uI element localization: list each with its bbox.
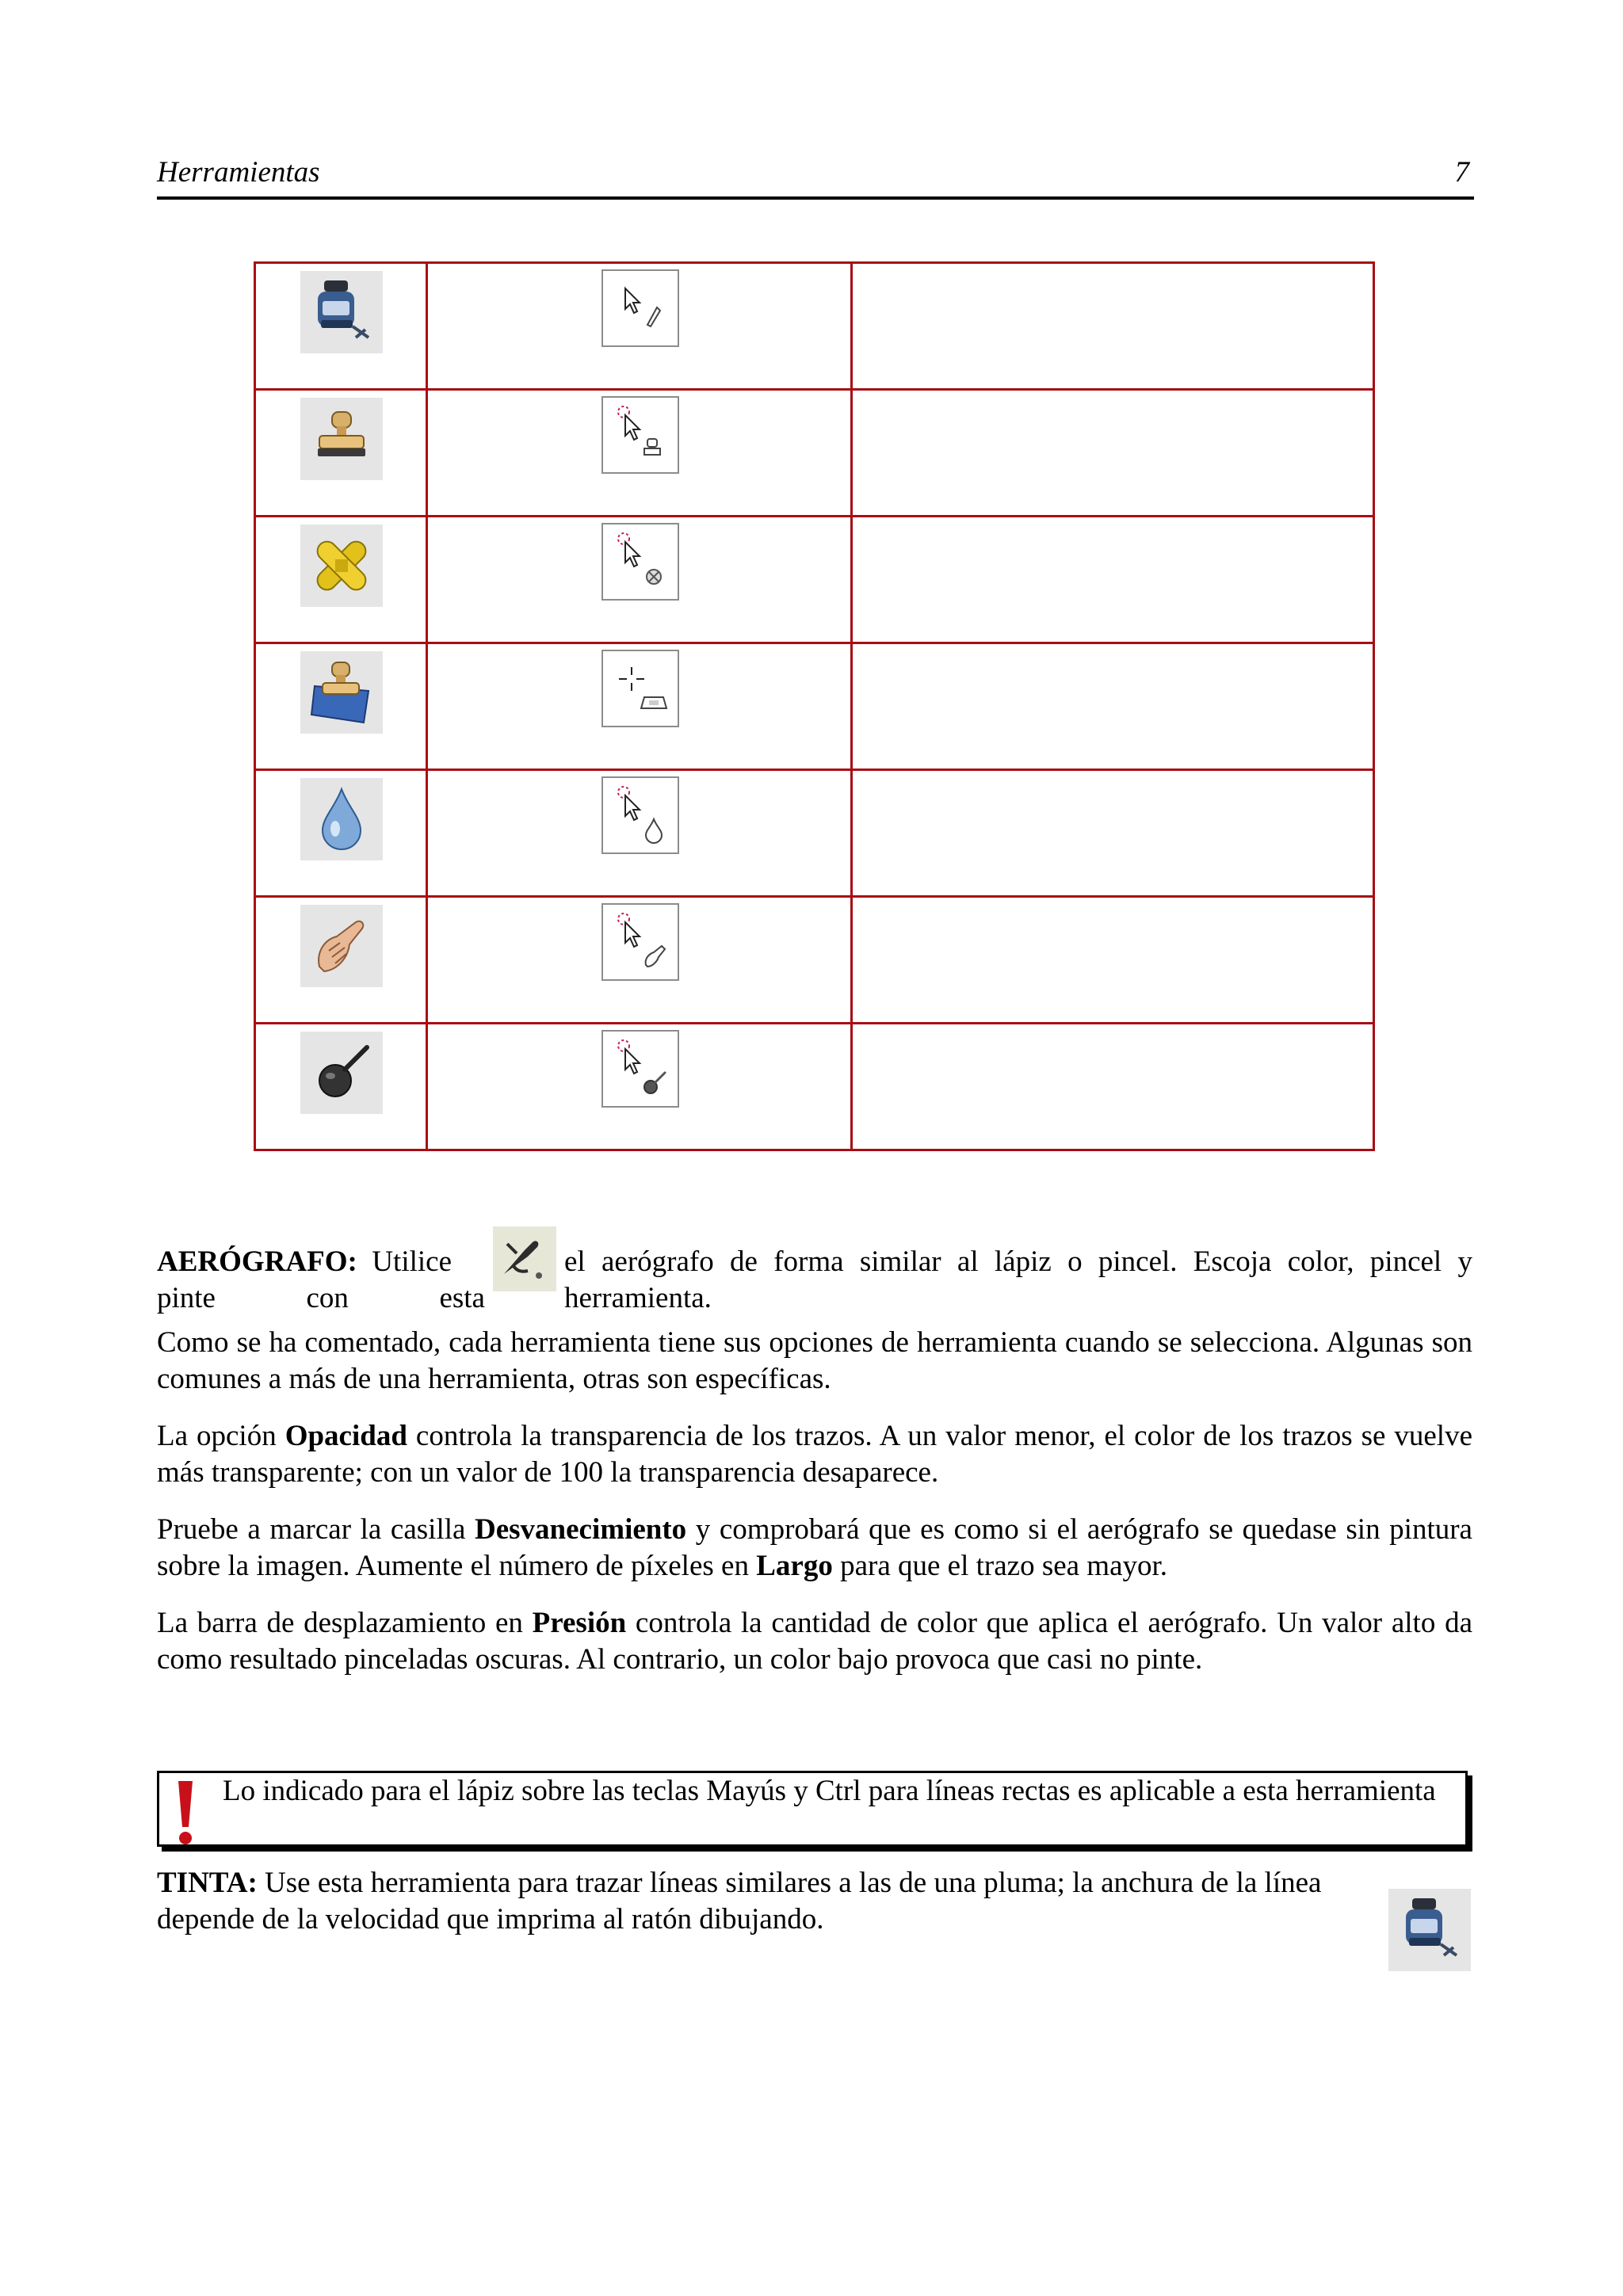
table-row (255, 643, 1374, 770)
cursor-icon-cell (427, 643, 852, 770)
cursor-icon-cell (427, 263, 852, 390)
paragraph-text: La opción (157, 1420, 285, 1452)
bold-term: Desvanecimiento (475, 1513, 687, 1546)
dodge-burn-tool-icon (300, 1032, 383, 1114)
description-cell (852, 1024, 1374, 1150)
tool-icon-cell (255, 390, 427, 517)
paragraph-text: controla la transparencia de los trazos. A un valor menor, el color de los trazos se vuelve más transparente; con un valor de 100 la transparencia desaparece. (157, 1420, 1473, 1489)
ink-cursor-icon (601, 269, 679, 347)
description-cell (852, 643, 1374, 770)
tool-icon-cell (255, 897, 427, 1024)
description-cell (852, 897, 1374, 1024)
airbrush-word: con (306, 1282, 349, 1314)
table-row (255, 390, 1374, 517)
table-row (255, 897, 1374, 1024)
smudge-tool-icon (300, 905, 383, 987)
cursor-icon-cell (427, 390, 852, 517)
airbrush-left-text (157, 1244, 490, 1317)
exclamation-icon (174, 1778, 197, 1848)
table-row (255, 1024, 1374, 1150)
heal-cursor-icon (601, 523, 679, 601)
table-row (255, 263, 1374, 390)
page-number: 7 (1454, 156, 1469, 189)
section-title: Herramientas (157, 156, 320, 189)
airbrush-word: esta (439, 1282, 485, 1314)
paragraph (157, 1512, 1472, 1585)
tool-table (254, 261, 1375, 1151)
airbrush-word-utilice: Utilice (372, 1245, 453, 1278)
note-text: Lo indicado para el lápiz sobre las teclas Mayús y Ctrl para líneas rectas es aplicable a esta herramienta (223, 1775, 1436, 1807)
heal-tool-icon (300, 524, 383, 607)
airbrush-line2 (157, 1280, 485, 1317)
cursor-icon-cell (427, 897, 852, 1024)
clone-cursor-icon (601, 396, 679, 474)
tool-icon-cell (255, 517, 427, 643)
paragraph-text: para que el trazo sea mayor. (832, 1550, 1168, 1582)
ink-label: TINTA: (157, 1867, 258, 1899)
cursor-icon-cell (427, 1024, 852, 1150)
note-box (157, 1771, 1468, 1847)
tool-icon-cell (255, 643, 427, 770)
bold-term: Presión (532, 1607, 627, 1639)
airbrush-continuation: el aerógrafo de forma similar al lápiz o pincel. Escoja color, pincel y herramienta. (564, 1245, 1472, 1314)
paragraph-text: Como se ha comentado, cada herramienta tiene sus opciones de herramienta cuando se selecciona. Algunas son comunes a más de una herramienta, otras son específicas. (157, 1326, 1472, 1395)
ink-text: Use esta herramienta para trazar líneas similares a las de una pluma; la anchura de la línea depende de la velocidad que imprima al ratón dibujando. (157, 1867, 1322, 1936)
airbrush-icon (493, 1226, 556, 1291)
description-cell (852, 263, 1374, 390)
description-cell (852, 517, 1374, 643)
paragraph (157, 1418, 1472, 1491)
tool-icon-cell (255, 263, 427, 390)
cursor-icon-cell (427, 770, 852, 897)
page-header (157, 155, 1474, 200)
description-cell (852, 770, 1374, 897)
paragraph-text: controla la cantidad de color que aplica el aerógrafo. Un valor alto da como resultado pinceladas oscuras. Al contrario, un color bajo provoca que casi no pinte. (157, 1607, 1472, 1676)
bold-term: Opacidad (285, 1420, 407, 1452)
perspective-clone-cursor-icon (601, 650, 679, 727)
ink-paragraph (157, 1865, 1377, 1938)
table-row (255, 770, 1374, 897)
airbrush-word: pinte (157, 1282, 216, 1314)
bold-term: Largo (756, 1550, 833, 1582)
blur-sharpen-tool-icon (300, 778, 383, 860)
perspective-clone-tool-icon (300, 651, 383, 734)
table-row (255, 517, 1374, 643)
tool-icon-cell (255, 770, 427, 897)
ink-tool-icon (1388, 1889, 1471, 1971)
paragraph (157, 1325, 1472, 1398)
airbrush-line1 (157, 1244, 490, 1280)
blur-sharpen-cursor-icon (601, 776, 679, 854)
dodge-burn-cursor-icon (601, 1030, 679, 1108)
paragraph (157, 1605, 1472, 1678)
smudge-cursor-icon (601, 903, 679, 981)
airbrush-label: AERÓGRAFO: (157, 1245, 357, 1278)
cursor-icon-cell (427, 517, 852, 643)
paragraph-text: Pruebe a marcar la casilla (157, 1513, 475, 1546)
paragraph-text: La barra de desplazamiento en (157, 1607, 533, 1639)
description-cell (852, 390, 1374, 517)
airbrush-paragraph (157, 1226, 1472, 1314)
paragraph-text: y comprobará que es como si el aerógrafo se quedase sin pintura sobre la imagen. Aumente el número de píxeles en (157, 1513, 1472, 1582)
clone-tool-icon (300, 398, 383, 480)
tool-icon-cell (255, 1024, 427, 1150)
ink-tool-icon (300, 271, 383, 353)
